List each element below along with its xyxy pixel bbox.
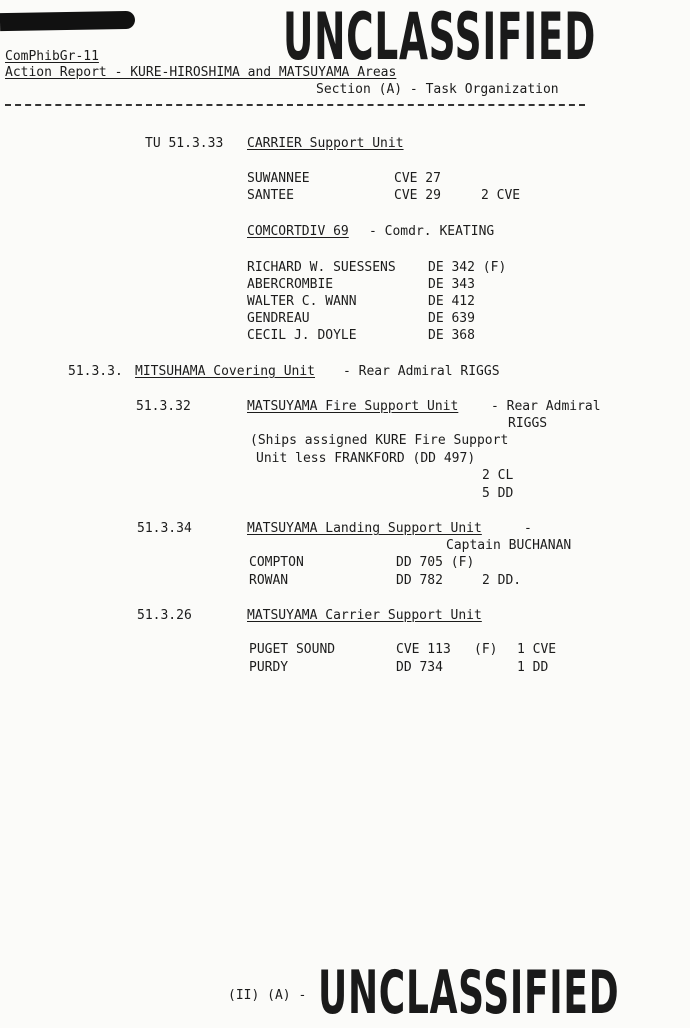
escort-name: WALTER C. WANN (247, 294, 357, 309)
escort-name: RICHARD W. SUESSENS (247, 260, 396, 275)
tu-51-3-26-number: 51.3.26 (137, 608, 192, 623)
escort-hull: DE 412 (428, 294, 475, 309)
tu-51-3-33-number: TU 51.3.33 (145, 136, 224, 151)
tu-51-3-34-title: MATSUYAMA Landing Support Unit (247, 521, 482, 536)
ship-hull: DD 782 (396, 573, 443, 588)
ship-hull: DD 734 (396, 660, 443, 675)
redaction-bar (0, 11, 135, 31)
tg-51-3-3-title: MITSUHAMA Covering Unit (135, 364, 316, 379)
escort-hull: DE 343 (428, 277, 475, 292)
tu-51-3-34-commander: Captain BUCHANAN (446, 538, 572, 553)
escort-hull: DE 368 (428, 328, 475, 343)
escort-name: CECIL J. DOYLE (247, 328, 357, 343)
tu-51-3-34-number: 51.3.34 (137, 521, 192, 536)
section-title: Section (A) - Task Organization (316, 82, 559, 97)
ship-name: PUGET SOUND (249, 642, 336, 657)
tg-51-3-3-number: 51.3.3. (68, 364, 123, 379)
escort-name: GENDREAU (247, 311, 310, 326)
classification-stamp-bottom: UNCLASSIFIED (318, 958, 620, 1028)
escort-hull: DE 342 (F) (428, 260, 507, 275)
escort-division-title: COMCORTDIV 69 (247, 224, 349, 239)
ship-hull: DD 705 (F) (396, 555, 475, 570)
org-code: ComPhibGr-11 (5, 49, 99, 64)
escort-name: ABERCROMBIE (247, 277, 334, 292)
escort-hull: DE 639 (428, 311, 475, 326)
ship-hull: CVE 29 (394, 188, 441, 203)
tu-51-3-32-title: MATSUYAMA Fire Support Unit (247, 399, 459, 414)
unit-total: 1 CVE (517, 642, 557, 657)
tu-51-3-26-title: MATSUYAMA Carrier Support Unit (247, 608, 482, 623)
unit-total: 2 CL (482, 468, 514, 483)
unit-total: 2 DD. (482, 573, 522, 588)
escort-division-commander: - Comdr. KEATING (369, 224, 495, 239)
tg-51-3-3-commander: - Rear Admiral RIGGS (343, 364, 500, 379)
report-title: Action Report - KURE-HIROSHIMA and MATSUYAMA Areas (5, 65, 397, 80)
header-divider (5, 104, 585, 106)
ship-name: PURDY (249, 660, 289, 675)
tu-51-3-32-note-line2: Unit less FRANKFORD (DD 497) (256, 451, 476, 466)
unit-total: 1 DD (517, 660, 549, 675)
unit-total: 5 DD (482, 486, 514, 501)
unit-total: 2 CVE (481, 188, 521, 203)
tu-51-3-34-dash: - (524, 521, 532, 536)
tu-51-3-32-commander: - Rear Admiral (491, 399, 601, 414)
ship-name: SUWANNEE (247, 171, 310, 186)
ship-name: ROWAN (249, 573, 289, 588)
page-number: (II) (A) - (228, 988, 307, 1003)
ship-hull: CVE 113 (396, 642, 451, 657)
tu-51-3-32-number: 51.3.32 (136, 399, 191, 414)
tu-51-3-32-commander-cont: RIGGS (508, 416, 548, 431)
ship-name: COMPTON (249, 555, 304, 570)
tu-51-3-32-note-line1: (Ships assigned KURE Fire Support (250, 433, 509, 448)
ship-name: SANTEE (247, 188, 294, 203)
ship-hull: CVE 27 (394, 171, 441, 186)
tu-51-3-33-title: CARRIER Support Unit (247, 136, 404, 151)
flagship-marker: (F) (474, 642, 498, 657)
classification-stamp-top: UNCLASSIFIED (283, 0, 597, 75)
